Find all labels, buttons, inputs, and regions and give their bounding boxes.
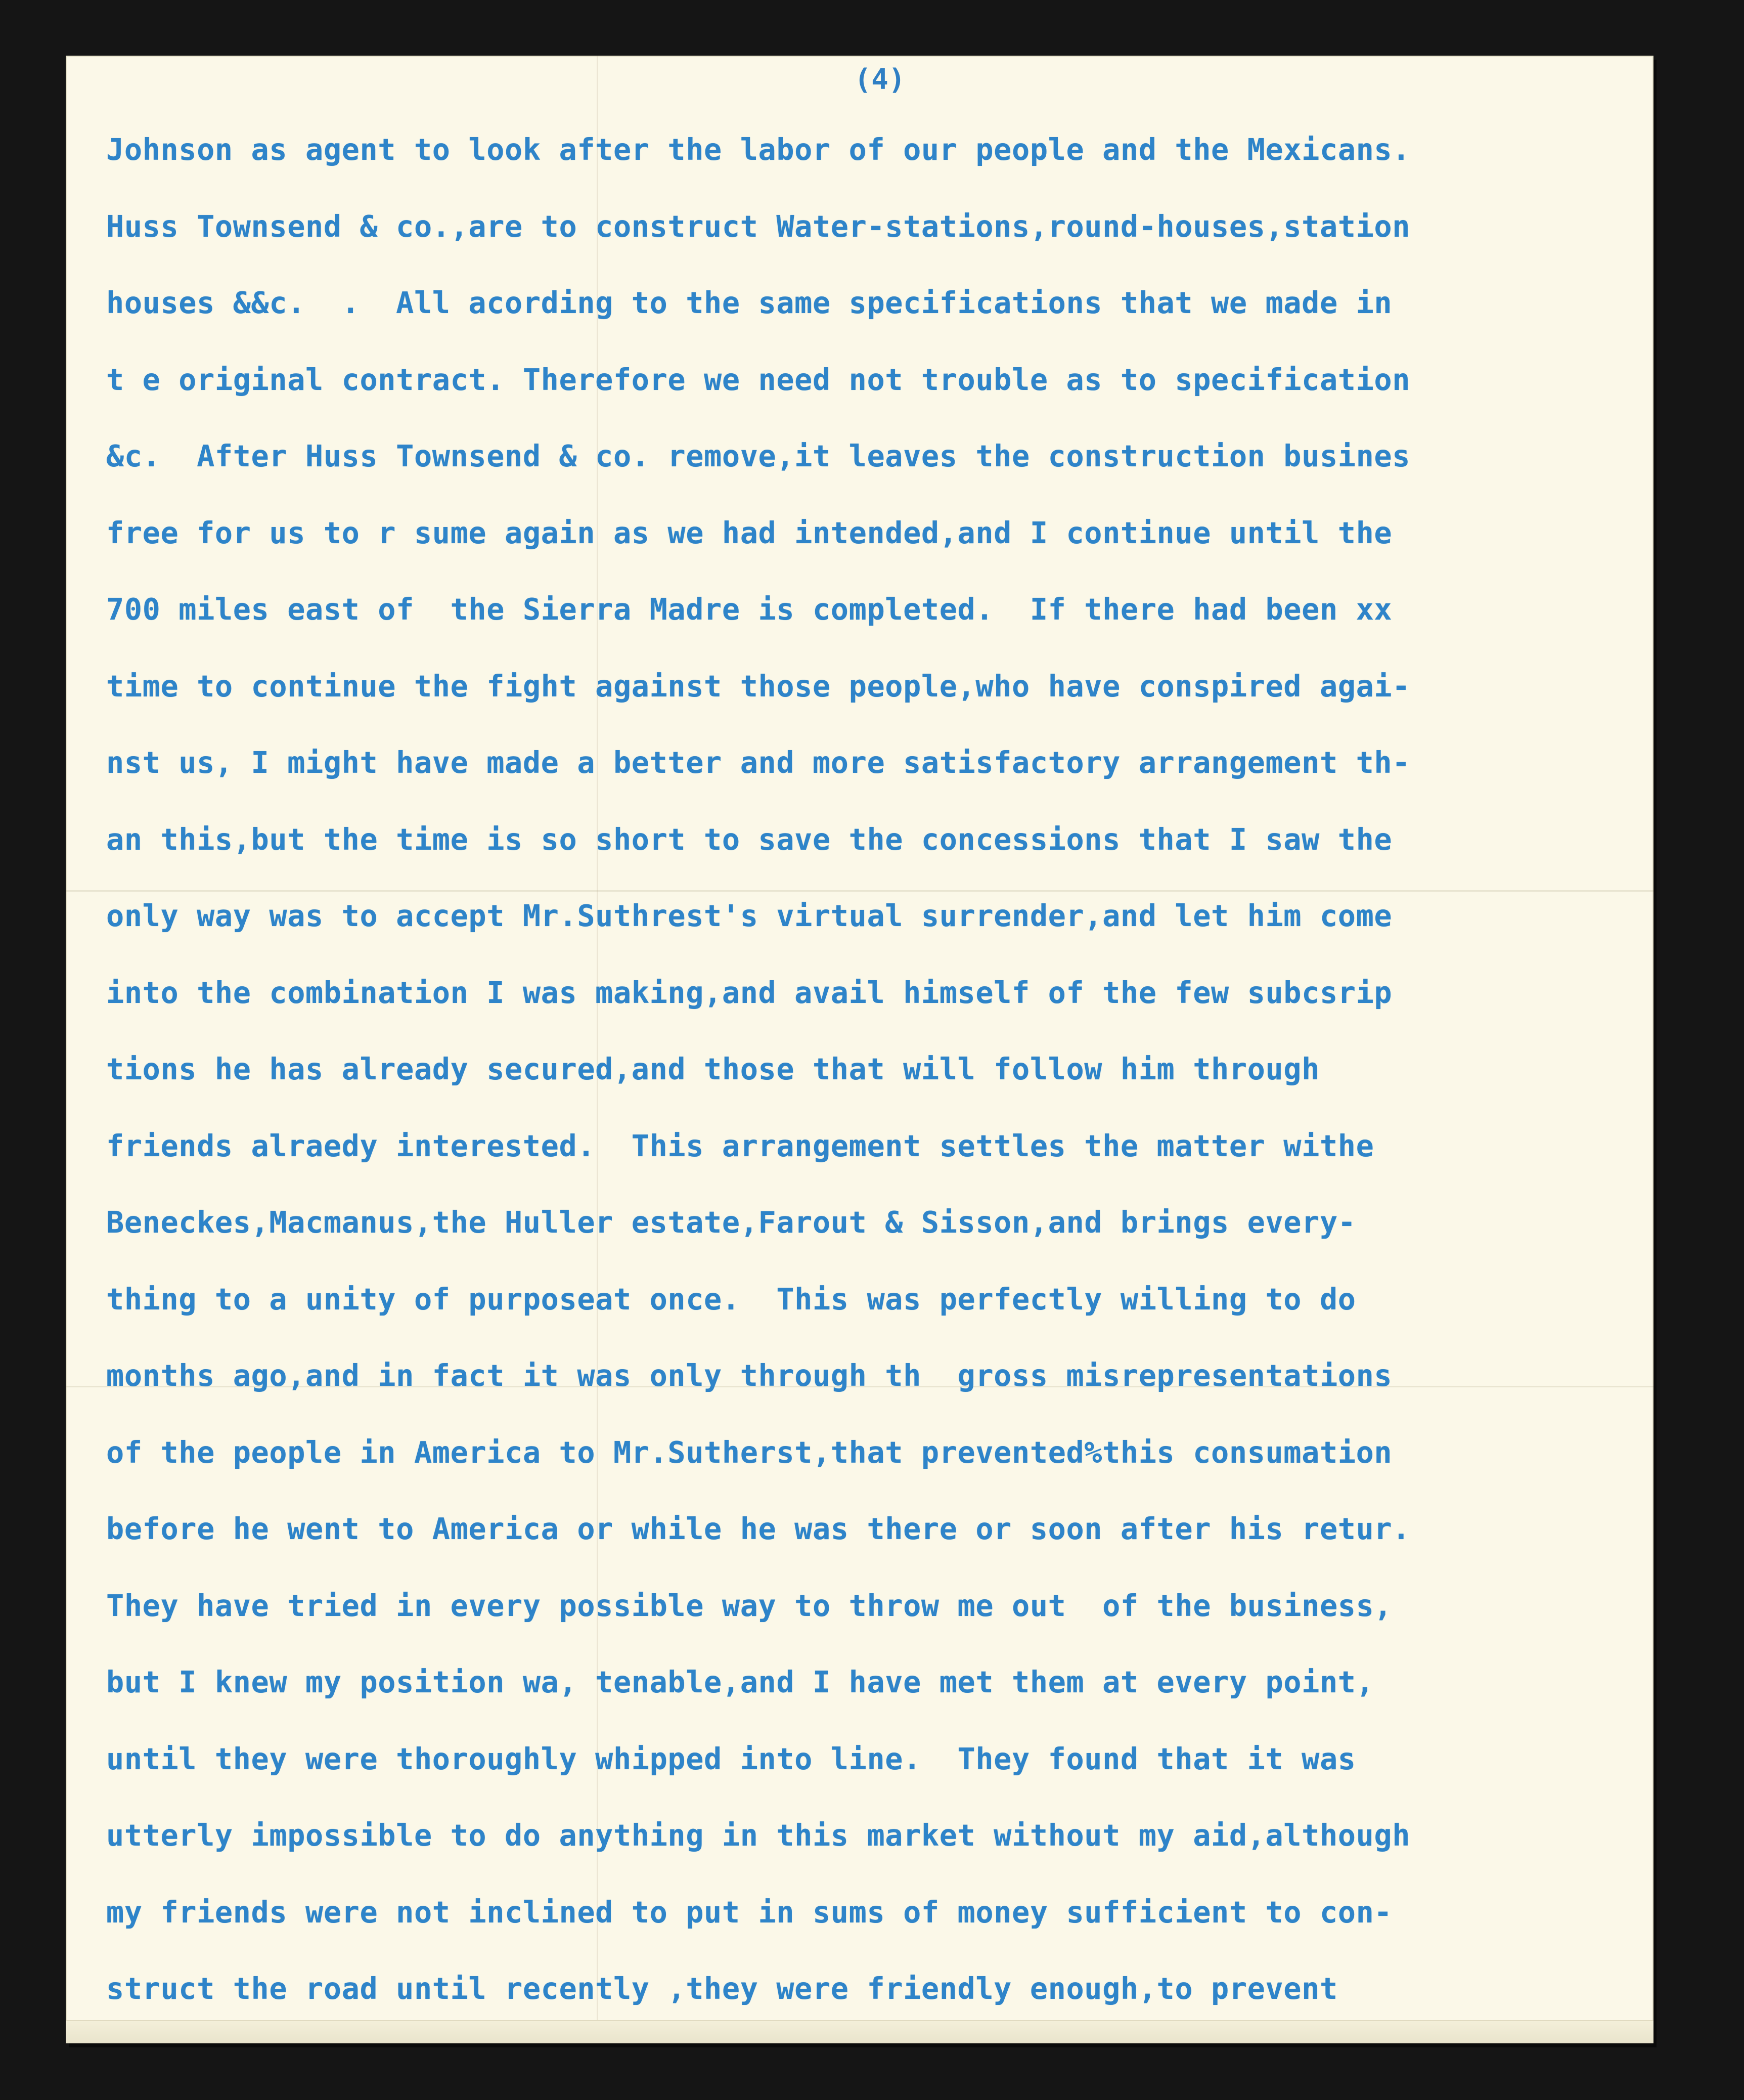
text-line: before he went to America or while he was there or soon after his retur.	[106, 1512, 1411, 1546]
text-line: houses &&c. . All acording to the same specifications that we made in	[106, 286, 1393, 320]
text-line: tions he has already secured,and those that will follow him through	[106, 1052, 1320, 1086]
text-line: into the combination I was making,and avail himself of the few subcsrip	[106, 975, 1393, 1010]
text-line: of the people in America to Mr.Sutherst,that prevented%this consumation	[106, 1435, 1393, 1470]
text-line: They have tried in every possible way to throw me out of the business,	[106, 1588, 1393, 1623]
text-line: utterly impossible to do anything in this market without my aid,although	[106, 1818, 1411, 1853]
text-line: 700 miles east of the Sierra Madre is completed. If there had been xx	[106, 592, 1393, 627]
text-line: friends alraedy interested. This arrangement settles the matter withe	[106, 1128, 1374, 1163]
text-line: months ago,and in fact it was only through th gross misrepresentations	[106, 1359, 1393, 1393]
text-line: my friends were not inclined to put in sums of money sufficient to con-	[106, 1895, 1393, 1930]
text-line: but I knew my position wa, tenable,and I have met them at every point,	[106, 1665, 1374, 1699]
text-line: free for us to r sume again as we had intended,and I continue until the	[106, 515, 1393, 550]
text-line: only way was to accept Mr.Suthrest's virtual surrender,and let him come	[106, 899, 1393, 933]
text-line: nst us, I might have made a better and more satisfactory arrangement th-	[106, 746, 1411, 780]
text-line: time to continue the fight against those people,who have conspired agai-	[106, 669, 1411, 704]
text-line: an this,but the time is so short to save the concessions that I saw the	[106, 822, 1393, 857]
text-line: struct the road until recently ,they were friendly enough,to prevent	[106, 1972, 1338, 2006]
text-line: &c. After Huss Townsend & co. remove,it leaves the construction busines	[106, 439, 1411, 473]
page-number: (4)	[854, 63, 906, 96]
typed-letter-body	[106, 133, 1562, 2048]
text-line: Huss Townsend & co.,are to construct Water-stations,round-houses,station	[106, 209, 1411, 244]
text-line: Johnson as agent to look after the labor of our people and the Mexicans.	[106, 133, 1411, 167]
text-line: until they were thoroughly whipped into line. They found that it was	[106, 1741, 1356, 1776]
text-line: t e original contract. Therefore we need not trouble as to specification	[106, 362, 1411, 397]
text-line: thing to a unity of purposeat once. This was perfectly willing to do	[106, 1282, 1356, 1317]
text-line: Beneckes,Macmanus,the Huller estate,Farout & Sisson,and brings every-	[106, 1205, 1356, 1240]
